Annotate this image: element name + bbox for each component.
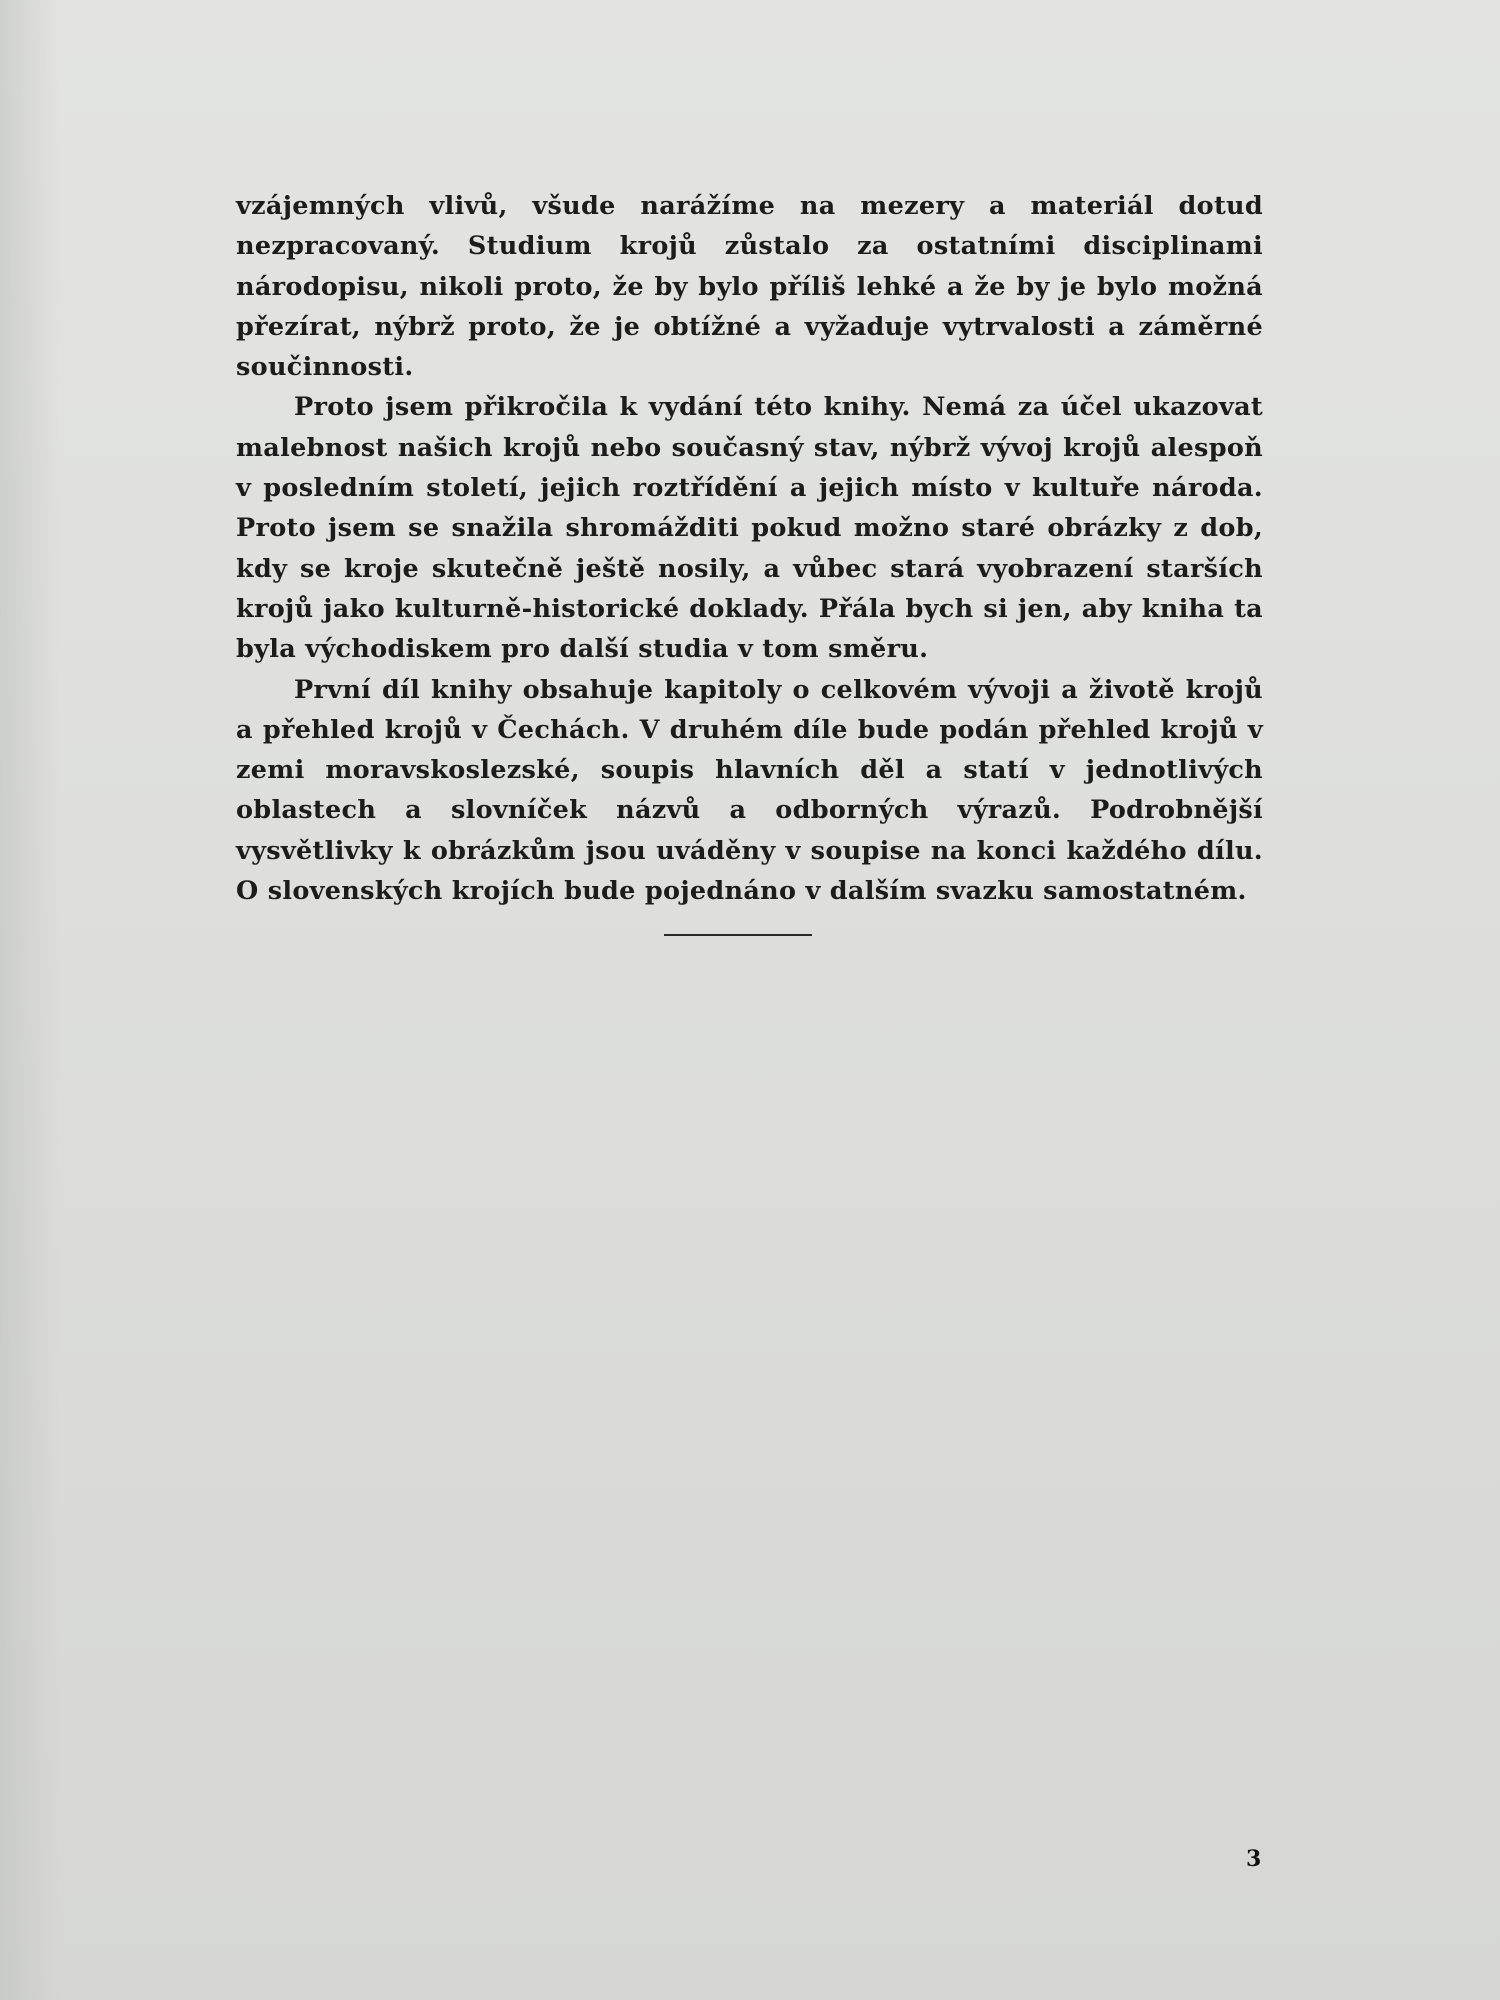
section-divider: [664, 934, 812, 936]
page-edge-shadow: [0, 0, 60, 2000]
paragraph-1: vzájemných vlivů, všude narážíme na mezery a materiál dotud nezpracovaný. Studium krojů zůstalo za ostatními disciplinami národopisu, nikoli proto, že by bylo příliš lehké a že by je bylo možná přezírat, nýbrž proto, že je obtížné a vyžaduje vytrvalosti a záměrné součinnosti.: [236, 191, 1263, 383]
page-number: 3: [1246, 1846, 1262, 1872]
paragraph-2: Proto jsem přikročila k vydání této knihy. Nemá za účel ukazovat malebnost našich krojů nebo současný stav, nýbrž vývoj krojů alespoň v posledním století, jejich roztřídění a jejich místo v kultuře národa. Proto jsem se snažila shromážditi pokud možno staré obrázky z dob, kdy se kroje skutečně ještě nosily, a vůbec stará vyobrazení starších krojů jako kulturně-historické doklady. Přála bych si jen, aby kniha ta byla východiskem pro další studia v tom směru.: [236, 392, 1263, 665]
body-text: [236, 186, 1263, 911]
paragraph-3: První díl knihy obsahuje kapitoly o celkovém vývoji a životě krojů a přehled krojů v Čechách. V druhém díle bude podán přehled krojů v zemi moravskoslezské, soupis hlavních děl a statí v jednotlivých oblastech a slovníček názvů a odborných výrazů. Podrobnější vysvětlivky k obrázkům jsou uváděny v soupise na konci každého dílu. O slovenských krojích bude pojednáno v dalším svazku samostatném.: [236, 674, 1263, 907]
